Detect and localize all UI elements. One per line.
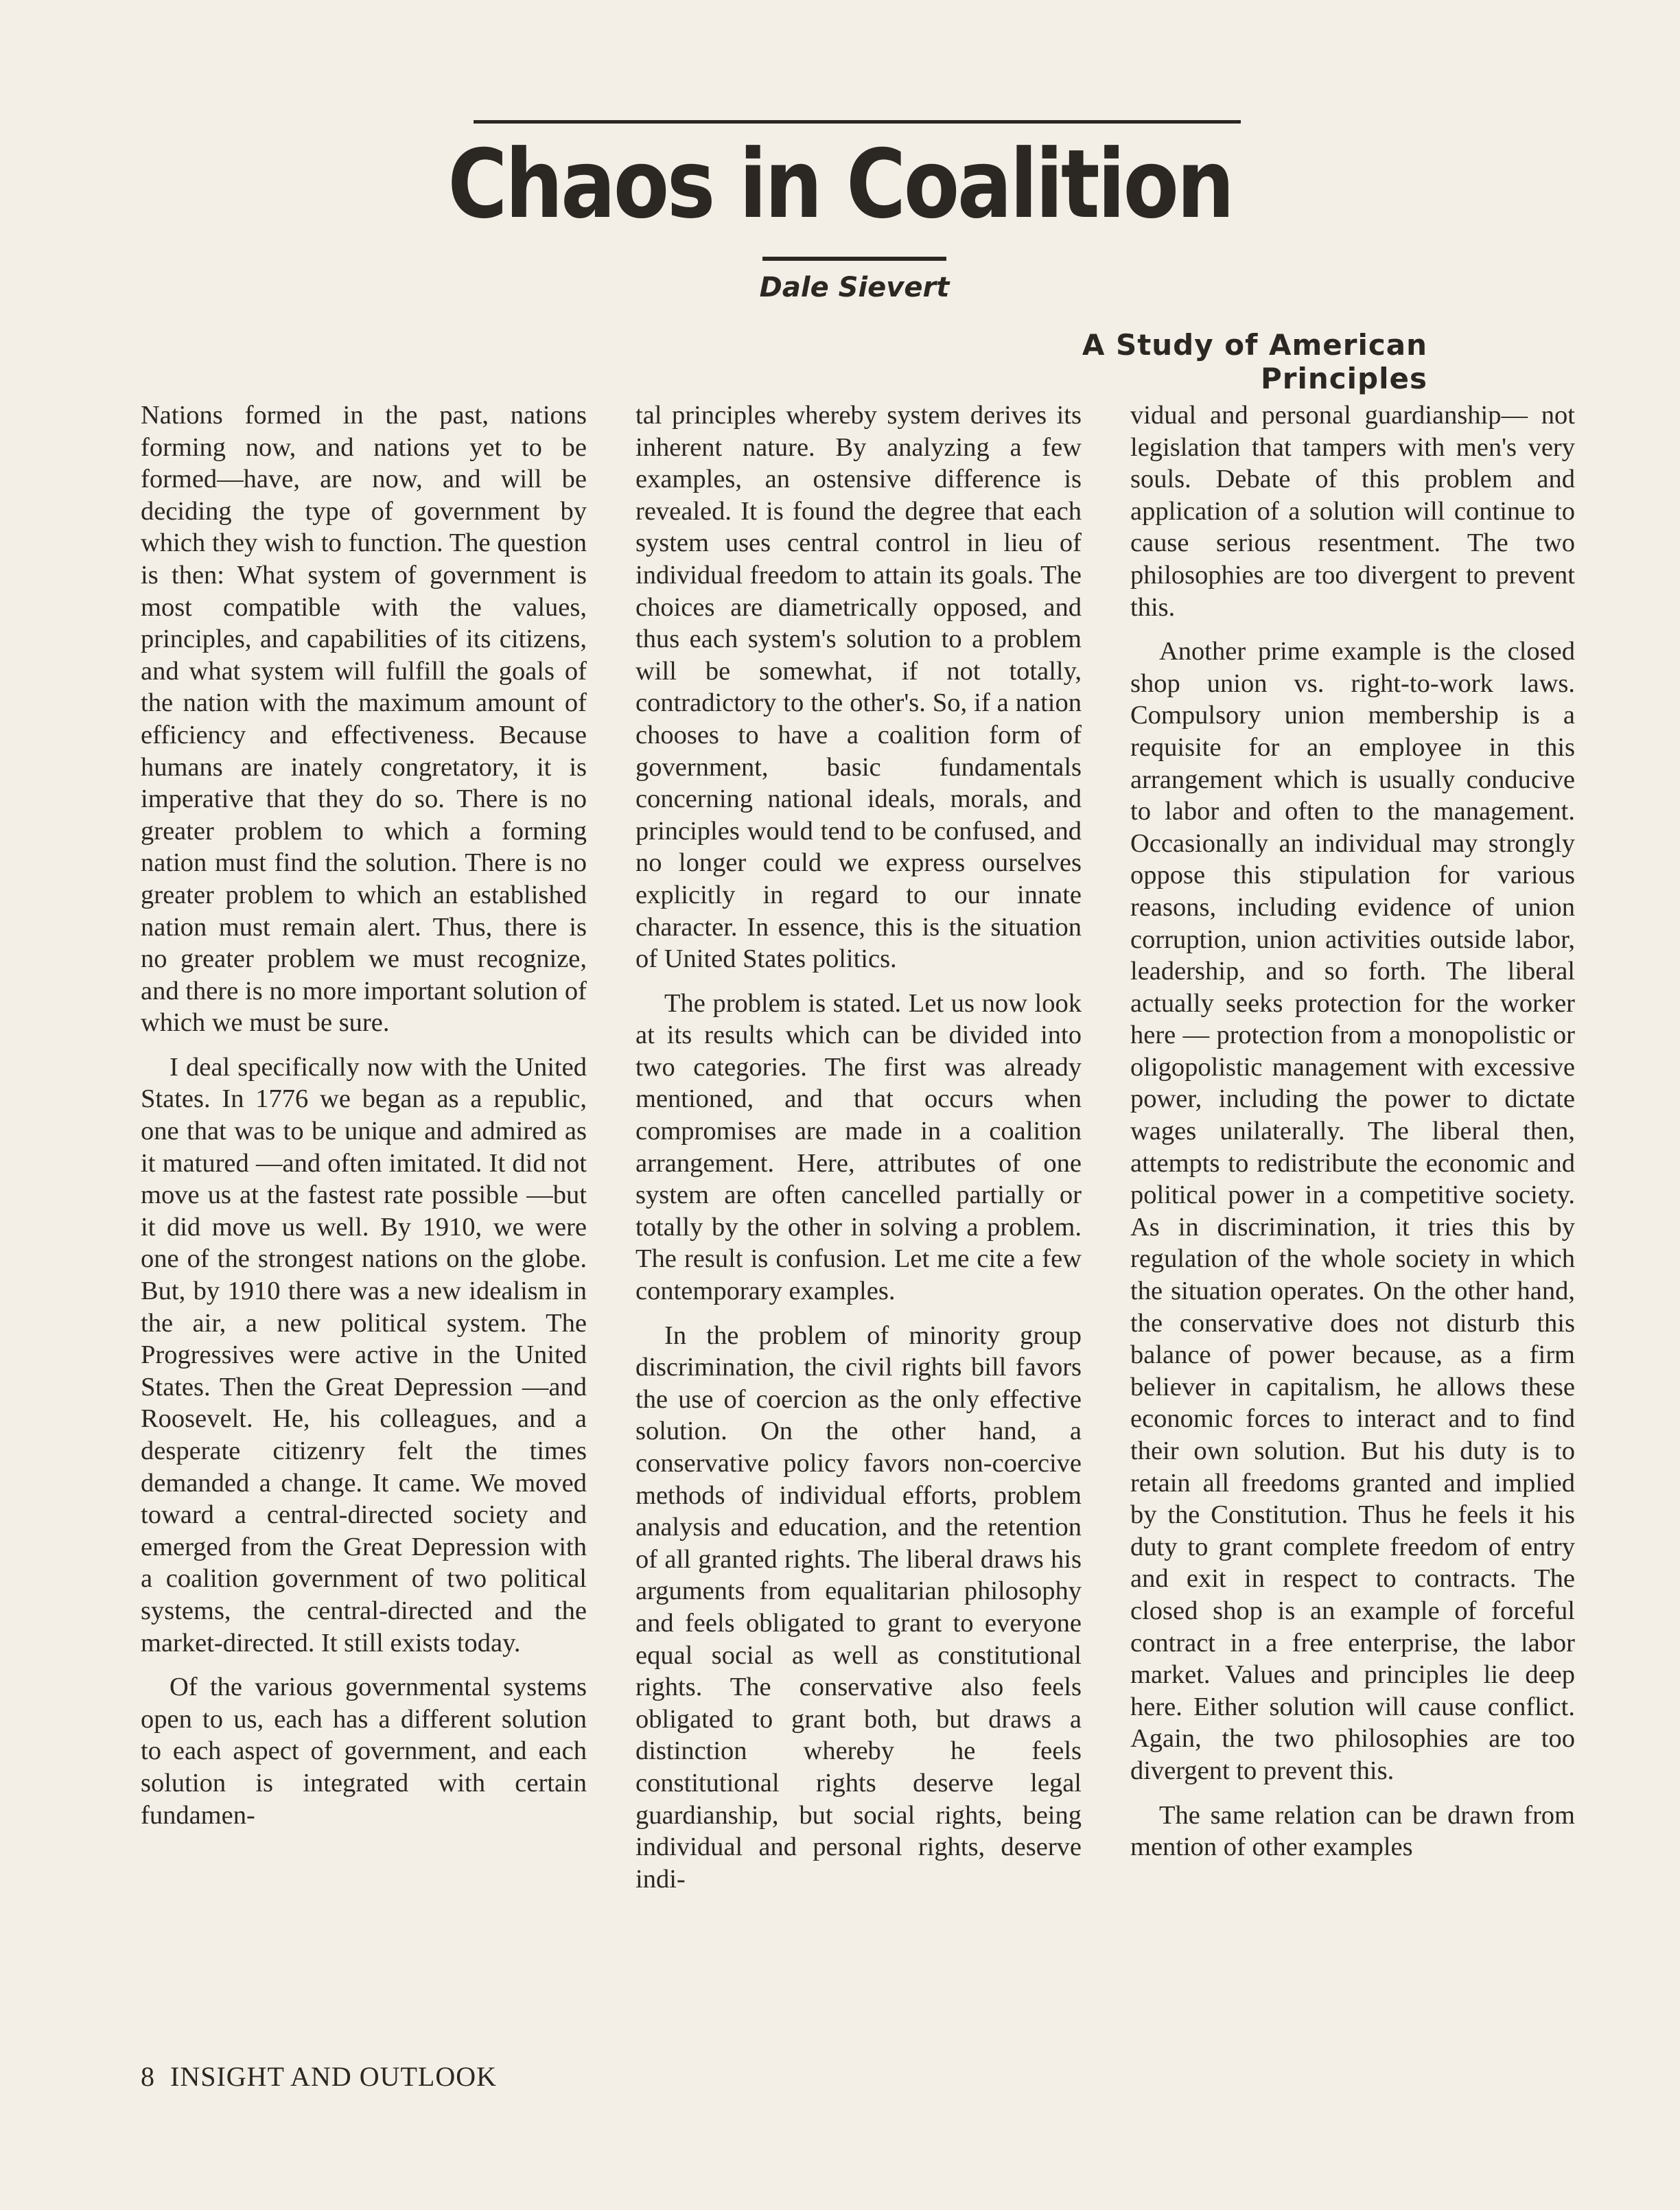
column-3 bbox=[1130, 399, 1575, 1863]
title-rule bbox=[474, 120, 1241, 124]
publication-name: INSIGHT AND OUTLOOK bbox=[170, 2061, 498, 2092]
paragraph: The problem is stated. Let us now look at its results which can be divided into two categories. The first was already mentioned, and that occurs when compromises are made in a coalition arrangement. Here, attributes of one system are often cancelled partially or totally by the other in solving a problem. The result is confusion. Let me cite a few contemporary examples. bbox=[635, 988, 1082, 1306]
paragraph: Of the various governmental systems open to us, each has a different solution to each aspect of government, and each solution is integrated with certain fundamen- bbox=[141, 1673, 587, 1830]
paragraph: Nations formed in the past, nations forming now, and nations yet to be formed—have, are now, and will be deciding the type of government by which they wish to function. The question is then: What system of government is most compatible with the values, principles, and capabilities of its citizens, and what system will fulfill the goals of the nation with the maximum amount of efficiency and effectiveness. Because humans are inately congretatory, it is imperative that they do so. There is no greater problem to which a forming nation must find the solution. There is no greater problem to which an established nation must remain alert. Thus, there is no greater problem we must recognize, and there is no more important solution of which we must be sure. bbox=[141, 401, 587, 1038]
author-rule bbox=[762, 257, 946, 261]
article-title: Chaos in Coalition bbox=[447, 129, 1233, 240]
column-1 bbox=[141, 399, 587, 1831]
article-author: Dale Sievert bbox=[759, 272, 950, 303]
paragraph: In the problem of minority group discrimination, the civil rights bill favors the use of coercion as the only effective solution. On the other hand, a conservative policy favors non-coercive methods of individual efforts, problem analysis and education, and the retention of all granted rights. The liberal draws his arguments from equalitarian philosophy and feels obligated to grant to everyone equal social as well as constitutional rights. The conservative also feels obligated to grant both, but draws a distinction whereby he feels constitutional rights deserve legal guardianship, but social rights, being individual and personal rights, deserve indi- bbox=[635, 1321, 1082, 1894]
paragraph: I deal specifically now with the United States. In 1776 we began as a republic, one that was to be unique and admired as it matured —and often imitated. It did not move us at the fastest rate possible —but it did move us well. By 1910, we were one of the strongest nations on the globe. But, by 1910 there was a new idealism in the air, a new political system. The Progressives were active in the United States. Then the Great Depression —and Roosevelt. He, his colleagues, and a desperate citizenry felt the times demanded a change. It came. We moved toward a central-directed society and emerged from the Great Depression with a coalition government of two political systems, the central-directed and the market-directed. It still exists today. bbox=[141, 1052, 587, 1658]
article-subtitle: A Study of American Principles bbox=[1082, 328, 1427, 395]
paragraph: Another prime example is the closed shop union vs. right-to-work laws. Compulsory union membership is a requisite for an employee in this arrangement which is usually conducive to labor and often to the management. Occasionally an individual may strongly oppose this stipulation for various reasons, including evidence of union corruption, union activities outside labor, leadership, and so forth. The liberal actually seeks protection for the worker here — protection from a monopolistic or oligopolistic management with excessive power, including the power to dictate wages unilaterally. The liberal then, attempts to redistribute the economic and political power in a competitive society. As in discrimination, it tries this by regulation of the whole society in which the situation operates. On the other hand, the conservative does not disturb this balance of power because, as a firm believer in capitalism, he allows these economic forces to interact and to find their own solution. But his duty is to retain all freedoms granted and implied by the Constitution. Thus he feels it his duty to grant complete freedom of entry and exit in respect to contracts. The closed shop is an example of forceful contract in a free enterprise, the labor market. Values and principles lie deep here. Either solution will cause conflict. Again, the two philosophies are too divergent to prevent this. bbox=[1130, 637, 1575, 1785]
page-number: 8 bbox=[141, 2061, 155, 2092]
page-footer bbox=[141, 2060, 497, 2093]
paragraph: tal principles whereby system derives its inherent nature. By analyzing a few examples, an ostensive difference is revealed. It is found the degree that each system uses central control in lieu of individual freedom to attain its goals. The choices are diametrically opposed, and thus each system's solution to a problem will be somewhat, if not totally, contradictory to the other's. So, if a nation chooses to have a coalition form of government, basic fundamentals concerning national ideals, morals, and principles would tend to be confused, and no longer could we express ourselves explicitly in regard to our innate character. In essence, this is the situation of United States politics. bbox=[635, 401, 1082, 974]
paragraph: vidual and personal guardianship— not legislation that tampers with men's very souls. Debate of this problem and application of a solution will continue to cause serious resentment. The two philosophies are too divergent to prevent this. bbox=[1130, 401, 1575, 622]
column-2 bbox=[635, 399, 1082, 1895]
paragraph: The same relation can be drawn from mention of other examples bbox=[1130, 1800, 1575, 1862]
